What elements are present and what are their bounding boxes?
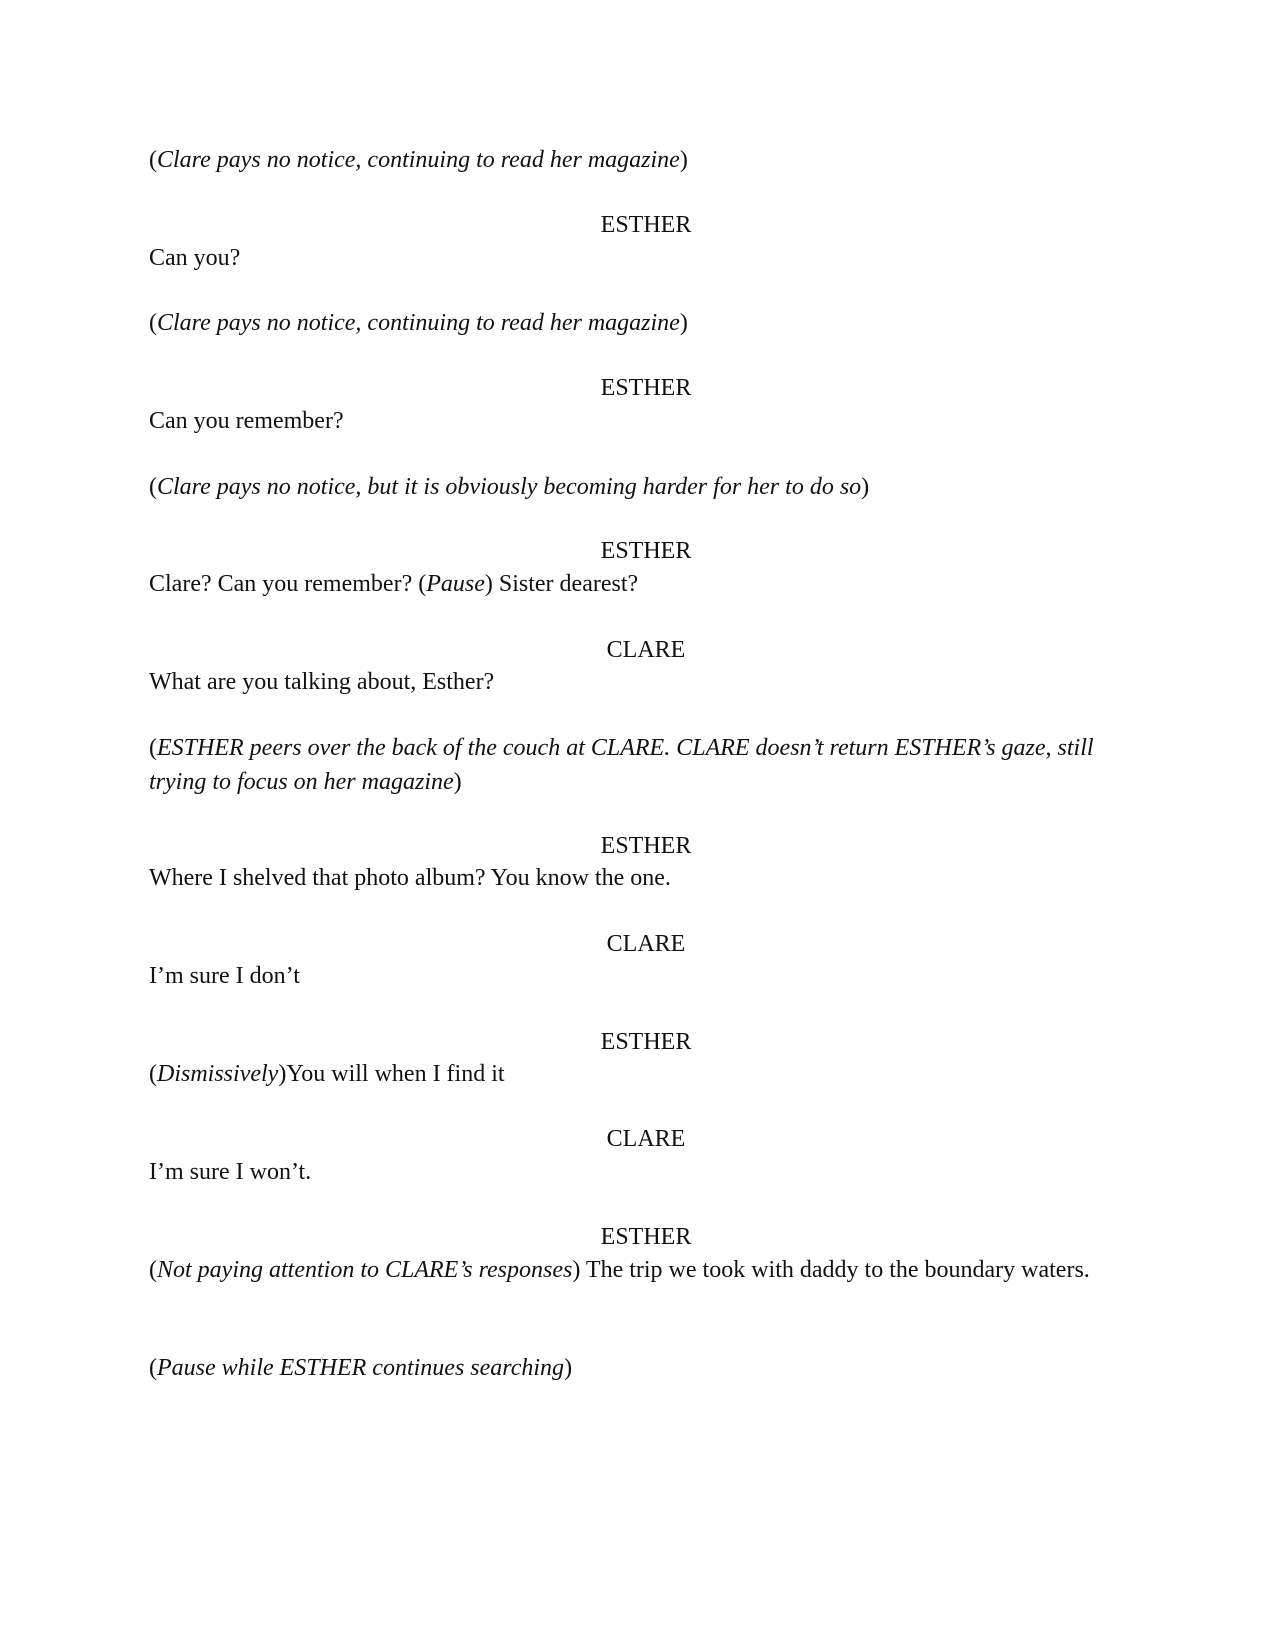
dialogue-line: What are you talking about, Esther?	[149, 669, 495, 695]
dialogue-line: Where I shelved that photo album? You know the one.	[149, 865, 671, 891]
character-name: ESTHER	[600, 212, 692, 238]
paren-open: (	[149, 1257, 157, 1283]
dialogue-line: I’m sure I won’t.	[149, 1159, 312, 1185]
dialogue-text: ) Sister dearest?	[484, 571, 639, 597]
paren-open: (	[149, 474, 157, 500]
paren-close: )	[564, 1355, 573, 1381]
paren-close: )	[278, 1061, 287, 1087]
paren-open: (	[149, 147, 157, 173]
character-name: ESTHER	[600, 375, 692, 401]
inline-direction: Dismissively	[157, 1061, 279, 1087]
stage-direction	[149, 731, 1099, 799]
character-name: CLARE	[606, 637, 686, 663]
paren-open: (	[149, 1355, 157, 1381]
stage-direction-text: Pause while ESTHER continues searching	[157, 1355, 565, 1381]
stage-direction-text: Clare pays no notice, continuing to read her magazine	[157, 310, 680, 336]
dialogue-line	[149, 567, 638, 601]
dialogue-line	[149, 1057, 505, 1091]
stage-direction	[149, 470, 869, 504]
paren-close: )	[572, 1257, 581, 1283]
stage-direction-text: Clare pays no notice, continuing to read her magazine	[157, 147, 680, 173]
paren-close: )	[453, 769, 462, 795]
dialogue-line: Can you?	[149, 245, 241, 271]
paren-open: (	[149, 1061, 157, 1087]
dialogue-text: You will when I find it	[286, 1061, 505, 1087]
paren-close: )	[679, 147, 688, 173]
dialogue-text: Clare? Can you remember? (	[149, 571, 427, 597]
stage-direction	[149, 306, 688, 340]
stage-direction-text: Clare pays no notice, but it is obviously becoming harder for her to do so	[157, 474, 862, 500]
character-name: ESTHER	[600, 538, 692, 564]
paren-close: )	[861, 474, 870, 500]
inline-direction: Pause	[426, 571, 485, 597]
inline-direction: Not paying attention to CLARE’s responses	[157, 1257, 573, 1283]
stage-direction	[149, 1351, 572, 1385]
paren-open: (	[149, 310, 157, 336]
stage-direction-text: ESTHER peers over the back of the couch at CLARE. CLARE doesn’t return ESTHER’s gaze, still trying to focus on her magazine	[149, 735, 1094, 795]
paren-close: )	[679, 310, 688, 336]
dialogue-line	[149, 1253, 1099, 1287]
dialogue-line: Can you remember?	[149, 408, 344, 434]
character-name: ESTHER	[600, 833, 692, 859]
character-name: ESTHER	[600, 1224, 692, 1250]
dialogue-text: The trip we took with daddy to the boundary waters.	[580, 1257, 1090, 1283]
stage-direction	[149, 143, 688, 177]
character-name: CLARE	[606, 931, 686, 957]
dialogue-line: I’m sure I don’t	[149, 963, 300, 989]
paren-open: (	[149, 735, 157, 761]
character-name: CLARE	[606, 1126, 686, 1152]
character-name: ESTHER	[600, 1029, 692, 1055]
